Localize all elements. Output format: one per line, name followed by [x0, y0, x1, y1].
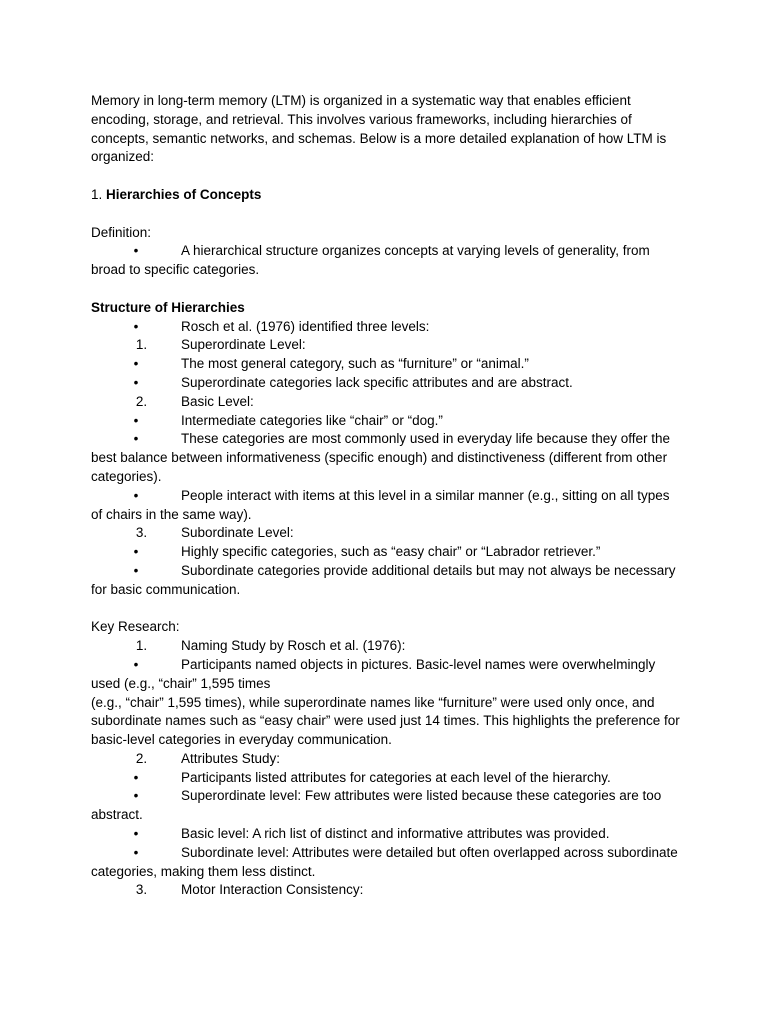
- list-item: [91, 524, 681, 543]
- list-marker: •: [133, 318, 139, 334]
- list-item: [91, 769, 681, 788]
- list-marker: 2.: [135, 750, 148, 766]
- list-item: [91, 750, 681, 769]
- list-item-text: People interact with items at this level in a similar manner (e.g., sitting on all types of chairs in the same way).: [91, 487, 670, 522]
- list-item-text: Superordinate categories lack specific attributes and are abstract.: [181, 374, 573, 390]
- list-marker: •: [133, 431, 139, 447]
- list-marker: •: [133, 656, 139, 672]
- list-marker: 3.: [135, 882, 148, 898]
- list-marker: •: [133, 356, 139, 372]
- list-marker: 3.: [135, 525, 148, 541]
- list-marker: •: [133, 788, 139, 804]
- list-item-text: Attributes Study:: [181, 750, 281, 766]
- list-marker: •: [133, 243, 139, 259]
- structure-heading: Structure of Hierarchies: [91, 299, 245, 315]
- list-marker: •: [133, 544, 139, 560]
- list-item: [91, 355, 681, 374]
- definition-list: [91, 242, 681, 280]
- list-marker: 1.: [135, 337, 148, 353]
- list-item-text: The most general category, such as “furniture” or “animal.”: [181, 356, 529, 372]
- list-item: [91, 374, 681, 393]
- list-item-text: Superordinate level: Few attributes were listed because these categories are too abstract.: [91, 788, 662, 823]
- list-item: [91, 393, 681, 412]
- research-label: Key Research:: [91, 619, 180, 635]
- list-item-text: These categories are most commonly used in everyday life because they offer the best balance between informativeness (specific enough) and distinctiveness (different from other categories).: [91, 431, 671, 484]
- list-item: [91, 825, 681, 844]
- list-item-text: Intermediate categories like “chair” or “dog.”: [181, 412, 443, 428]
- intro-paragraph: Memory in long-term memory (LTM) is organized in a systematic way that enables efficient encoding, storage, and retrieval. This involves various frameworks, including hierarchies of concepts, semantic networks, and schemas. Below is a more detailed explanation of how LTM is organized:: [91, 93, 667, 165]
- list-item-text: Naming Study by Rosch et al. (1976):: [181, 638, 406, 654]
- list-item: [91, 318, 681, 337]
- list-item: [91, 487, 681, 525]
- research-list: [91, 637, 681, 900]
- list-marker: •: [133, 844, 139, 860]
- section-heading: [91, 186, 681, 205]
- list-item-text: Superordinate Level:: [181, 337, 306, 353]
- list-item: [91, 562, 681, 600]
- list-marker: •: [133, 412, 139, 428]
- list-marker: 1.: [135, 638, 148, 654]
- list-item: [91, 242, 681, 280]
- list-item-text: A hierarchical structure organizes concepts at varying levels of generality, from broad to specific categories.: [91, 243, 650, 278]
- list-item: [91, 412, 681, 431]
- list-item-text: Basic level: A rich list of distinct and informative attributes was provided.: [181, 826, 610, 842]
- list-item: [91, 787, 681, 825]
- list-item: [91, 430, 681, 486]
- list-item-text: Basic Level:: [181, 393, 254, 409]
- list-item-text: Subordinate Level:: [181, 525, 294, 541]
- list-item-text: Highly specific categories, such as “easy chair” or “Labrador retriever.”: [181, 544, 601, 560]
- list-marker: •: [133, 769, 139, 785]
- list-marker: 2.: [135, 393, 148, 409]
- list-marker: •: [133, 826, 139, 842]
- section-number: 1.: [91, 186, 103, 202]
- definition-label: Definition:: [91, 224, 152, 240]
- list-item-text: Rosch et al. (1976) identified three levels:: [181, 318, 430, 334]
- continuation-paragraph: (e.g., “chair” 1,595 times), while superordinate names like “furniture” were used only once, and subordinate names such as “easy chair” were used just 14 times. This highlights the preference for basic-level categories in everyday communication.: [91, 694, 680, 748]
- structure-list: [91, 318, 681, 600]
- list-item-text: Motor Interaction Consistency:: [181, 882, 364, 898]
- list-item: [91, 543, 681, 562]
- list-item: [91, 656, 681, 694]
- list-item: [91, 844, 681, 882]
- list-item-text: Participants listed attributes for categories at each level of the hierarchy.: [181, 769, 611, 785]
- document-body: [91, 92, 681, 900]
- list-marker: •: [133, 562, 139, 578]
- list-marker: •: [133, 487, 139, 503]
- list-item: [91, 881, 681, 900]
- list-item: [91, 336, 681, 355]
- list-item-text: Subordinate level: Attributes were detailed but often overlapped across subordinate categories, making them less distinct.: [91, 844, 678, 879]
- list-item-text: Participants named objects in pictures. Basic-level names were overwhelmingly used (e.g., “chair” 1,595 times: [91, 656, 656, 691]
- list-marker: •: [133, 374, 139, 390]
- list-item-text: Subordinate categories provide additional details but may not always be necessary for basic communication.: [91, 562, 676, 597]
- section-title: Hierarchies of Concepts: [106, 186, 262, 202]
- list-item: [91, 637, 681, 656]
